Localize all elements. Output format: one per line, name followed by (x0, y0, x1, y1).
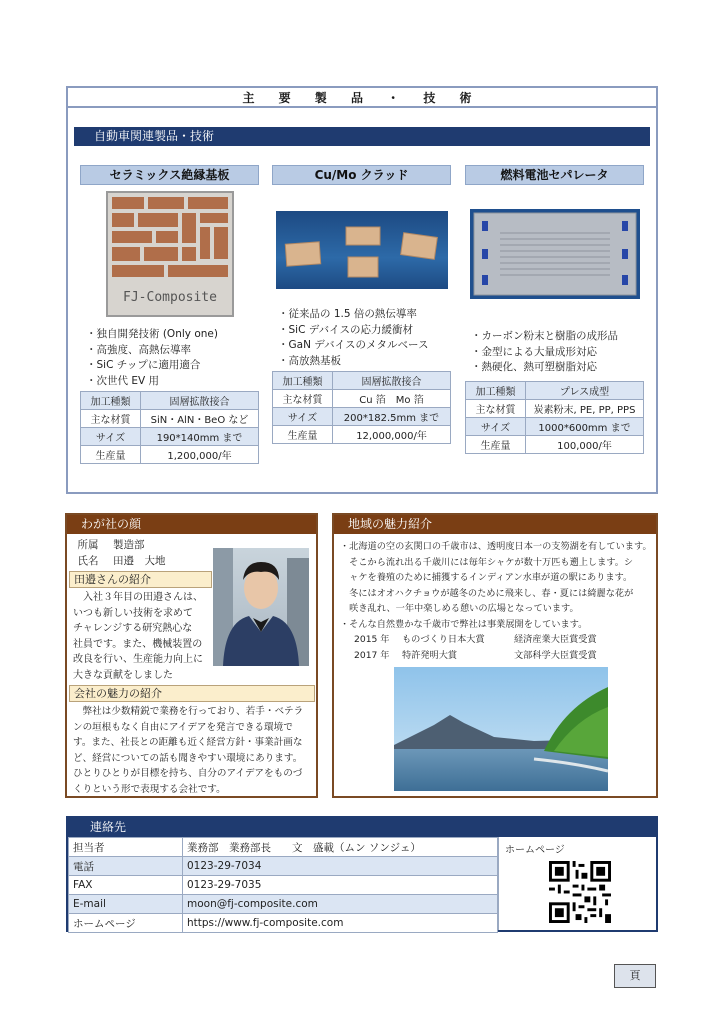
spec-value: 12,000,000/年 (333, 426, 451, 444)
text-line: ンの垣根もなく自由にアイデアを発言できる環境で (73, 721, 293, 733)
table-row (81, 428, 259, 446)
feature-item: ・次世代 EV 用 (86, 374, 159, 387)
contact-value: 業務部 業務部長 文 盛載（ムン ソンジェ） (183, 838, 498, 857)
spec-label: 生産量 (81, 446, 141, 464)
spec-label: 加工種類 (81, 392, 141, 410)
intro-text (73, 590, 213, 683)
table-row (466, 399, 644, 417)
spec-label: 生産量 (273, 426, 333, 444)
feature-item: ・金型による大量成形対応 (471, 345, 597, 358)
table-row (273, 426, 451, 444)
award-org: 経済産業大臣賞受賞 (514, 634, 597, 645)
text-line: 改良を行い、生産能力向上に (73, 654, 203, 665)
email-link[interactable]: moon@fj-composite.com (183, 895, 498, 914)
award-name: 特許発明大賞 (402, 649, 458, 661)
feature-item: ・SiC デバイスの応力緩衝材 (278, 323, 414, 336)
table-row (69, 914, 498, 933)
text-line: 入社３年目の田邉さんは、 (73, 592, 203, 603)
spec-value: 1,200,000/年 (141, 446, 259, 464)
phone-value[interactable]: 0123-29-7034 (183, 857, 498, 876)
feature-item: ・従来品の 1.5 倍の熱伝導率 (278, 308, 417, 320)
lake-photo (394, 667, 608, 791)
text-line: す。また、社長との距離も近く経営方針・事業計画な (73, 737, 303, 748)
region-section (332, 513, 658, 798)
dept-value: 製造部 (113, 539, 145, 551)
award-name: ものづくり日本大賞 (402, 634, 485, 645)
table-row (466, 417, 644, 435)
table-row (69, 838, 498, 857)
text-line: ・北海道の空の玄関口の千歳市は、透明度日本一の支笏湖を有しています。 (340, 541, 652, 552)
company-face-section (65, 513, 318, 798)
table-row (81, 446, 259, 464)
feature-item: ・カーボン粉末と樹脂の成形品 (471, 330, 618, 342)
spec-value: プレス成型 (526, 381, 644, 399)
spec-label: 加工種類 (273, 372, 333, 390)
charm-heading: 会社の魅力の紹介 (69, 685, 315, 702)
award-org: 文部科学大臣賞受賞 (514, 649, 597, 661)
spec-table (80, 391, 259, 464)
table-row (273, 390, 451, 408)
table-row (69, 876, 498, 895)
spec-label: 生産量 (466, 435, 526, 453)
feature-item: ・GaN デバイスのメタルベース (278, 339, 429, 351)
table-row (81, 410, 259, 428)
table-row (273, 408, 451, 426)
homepage-label: ホームページ (505, 845, 565, 856)
text-line: ャケを養殖のために捕獲するインディアン水車が道の駅にあります。 (340, 572, 633, 583)
features-list (80, 327, 259, 389)
charm-text (73, 704, 317, 797)
homepage-link[interactable]: https://www.fj-composite.com (183, 914, 498, 933)
award-row (340, 648, 656, 664)
text-line: 咲き乱れ、一年中楽しめる憩いの広場となっています。 (340, 603, 579, 614)
spec-label: 主な材質 (466, 399, 526, 417)
features-list (465, 329, 644, 376)
table-row (273, 372, 451, 390)
table-row (466, 435, 644, 453)
cumo-clad-image (276, 211, 448, 289)
contact-heading: 連絡先 (68, 818, 656, 837)
spec-label: サイズ (273, 408, 333, 426)
region-text (340, 539, 656, 663)
ceramic-substrate-image (106, 191, 234, 317)
page-mark: 頁 (614, 964, 656, 988)
contact-label: E-mail (69, 895, 183, 914)
table-row (81, 392, 259, 410)
product-card-ceramic (80, 165, 259, 464)
features-list (272, 307, 451, 369)
text-line: くりという形で表現する会社です。 (73, 783, 226, 795)
contact-label: ホームページ (69, 914, 183, 933)
text-line: ・そんな自然豊かな千歳市で弊社は事業展開をしています。 (340, 618, 588, 630)
company-face-heading: わが社の顔 (67, 515, 316, 534)
spec-value: SiN・AlN・BeO など (141, 410, 259, 428)
spec-table (272, 371, 451, 444)
ceramic-image-text: FJ-Composite (122, 290, 217, 305)
qr-code-icon[interactable] (549, 861, 611, 923)
text-line: 大きな貢献をしました (73, 669, 173, 681)
product-name: Cu/Mo クラッド (272, 165, 451, 185)
feature-item: ・高強度、高熱伝導率 (86, 343, 191, 356)
spec-label: サイズ (466, 417, 526, 435)
text-line: いつも新しい技術を求めて (73, 607, 193, 619)
product-name: 燃料電池セパレータ (465, 165, 644, 185)
staff-photo (213, 548, 309, 666)
spec-label: サイズ (81, 428, 141, 446)
spec-value: 炭素粉末, PE, PP, PPS (526, 399, 644, 417)
staff-info (69, 537, 209, 569)
contact-label: FAX (69, 876, 183, 895)
award-row (340, 632, 656, 648)
table-row (466, 381, 644, 399)
product-name: セラミックス絶縁基板 (80, 165, 259, 185)
name-value: 田邉 大地 (113, 555, 166, 567)
name-label: 氏名 (77, 555, 99, 567)
product-card-separator (465, 165, 644, 454)
text-line: そこから流れ出る千歳川には毎年シャケが数十万匹も遡上します。シ (340, 556, 634, 568)
award-year: 2017 年 (354, 649, 390, 661)
spec-value: 190*140mm まで (141, 428, 259, 446)
fax-value: 0123-29-7035 (183, 876, 498, 895)
feature-item: ・高放熱基板 (278, 354, 341, 367)
spec-value: 固層拡散接合 (333, 372, 451, 390)
text-line: 社員です。また、機械装置の (73, 638, 203, 650)
feature-item: ・独自開発技術 (Only one) (86, 328, 218, 340)
feature-item: ・SiC チップに適用適合 (86, 359, 201, 371)
spec-value: 100,000/年 (526, 435, 644, 453)
intro-heading: 田邉さんの紹介 (69, 571, 212, 588)
spec-label: 主な材質 (81, 410, 141, 428)
product-card-cumo (272, 165, 451, 444)
table-row (69, 895, 498, 914)
spec-value: 固層拡散接合 (141, 392, 259, 410)
contact-label: 担当者 (69, 838, 183, 857)
text-line: ひとりひとりが目標を持ち、自分のアイデアをものづ (73, 768, 303, 779)
spec-label: 加工種類 (466, 381, 526, 399)
region-heading: 地域の魅力紹介 (334, 515, 656, 534)
spec-value: Cu 箔 Mo 箔 (333, 390, 451, 408)
products-subheading: 自動車関連製品・技術 (74, 127, 650, 146)
contact-table (68, 837, 498, 933)
feature-item: ・熱硬化、熱可塑樹脂対応 (471, 361, 597, 373)
homepage-qr-area (498, 837, 656, 930)
dept-label: 所属 (77, 539, 99, 551)
spec-label: 主な材質 (273, 390, 333, 408)
spec-value: 200*182.5mm まで (333, 408, 451, 426)
spec-table (465, 381, 644, 454)
table-row (69, 857, 498, 876)
contact-section (66, 816, 658, 932)
contact-label: 電話 (69, 857, 183, 876)
text-line: 弊社は少数精鋭で業務を行っており、若手・ベテラ (73, 706, 304, 717)
text-line: チャレンジする研究熱心な (73, 623, 193, 634)
text-line: ど、経営についての話も聞きやすい環境にあります。 (73, 752, 303, 764)
page-title: 主 要 製 品 ・ 技 術 (68, 88, 656, 108)
fuel-cell-separator-image (470, 209, 640, 299)
award-year: 2015 年 (354, 634, 390, 645)
spec-value: 1000*600mm まで (526, 417, 644, 435)
text-line: 冬にはオオハクチョウが越冬のために飛来し、春・夏には綺麗な花が (340, 587, 634, 599)
